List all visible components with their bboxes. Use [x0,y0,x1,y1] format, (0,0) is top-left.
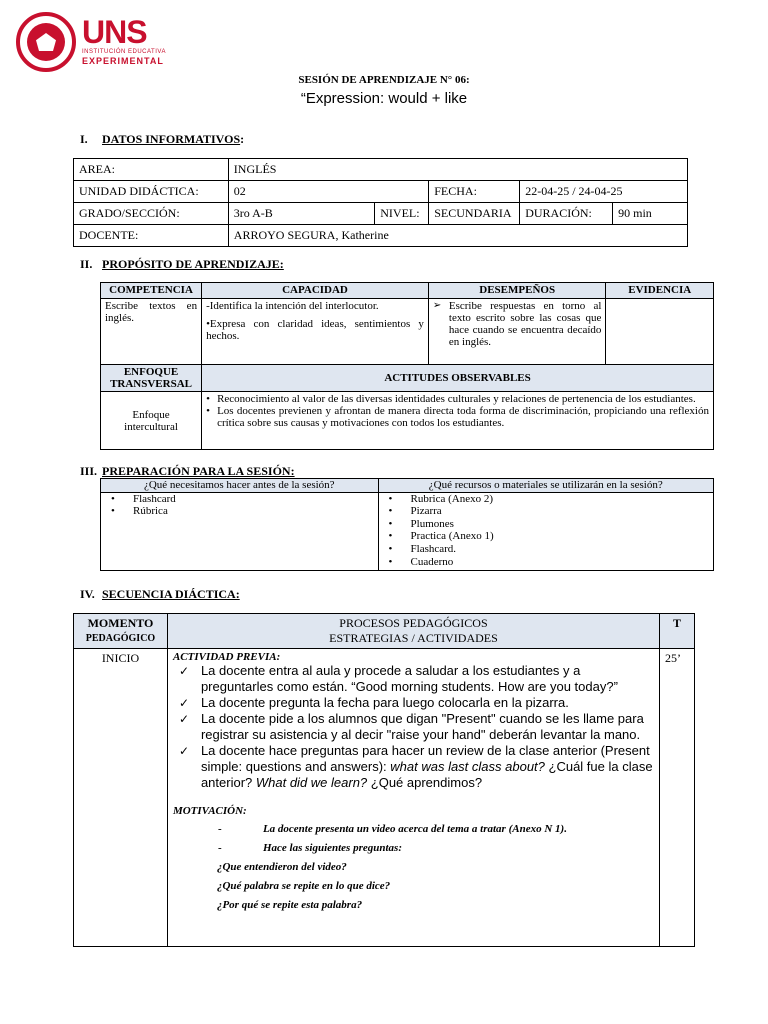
table-row [74,203,688,225]
section-secuencia: IV. SECUENCIA DIÁCTICA: [80,587,240,601]
table-row [101,479,714,493]
enfoque-cell: Enfoque intercultural [101,392,202,450]
list-item: ✓ La docente pide a los alumnos que digan "Present" cuando se les llame para registrar su asistencia y al decir "raise your hand" deberán levantar la mano. [173,711,654,743]
table-row [101,299,714,365]
logo-name: UNS [82,14,147,50]
list-item: - La docente presenta un video acerca del tema a tratar (Anexo N 1). [173,820,654,839]
capacidad-cell [202,299,429,365]
list-item: ✓ La docente hace preguntas para hacer un review de la clase anterior (Present simple: questions and answers): what was last class about? ¿Cuál fue la clase anterior? What did we learn? ¿Qué aprendimos? [173,743,654,791]
table-row [101,492,714,570]
prep-col2-header: ¿Qué recursos o materiales se utilizarán en la sesión? [378,479,713,493]
desempeno-cell [428,299,606,365]
area-value: INGLÉS [228,159,687,181]
list-item: • Rúbrica [105,505,374,518]
university-seal-icon [16,12,76,72]
uns-logo [16,12,176,72]
activities-cell [167,649,659,947]
desempenos-header: DESEMPEÑOS [428,283,606,299]
actitudes-header: ACTITUDES OBSERVABLES [202,365,714,392]
fecha-label: FECHA: [429,181,520,203]
capacidad-header: CAPACIDAD [202,283,429,299]
nivel-label: NIVEL: [375,203,429,225]
table-row [74,225,688,247]
unidad-label: UNIDAD DIDÁCTICA: [74,181,229,203]
list-item: • Rubrica (Anexo 2) [383,493,709,506]
momento-cell: INICIO [74,649,168,947]
enfoque-header: ENFOQUE TRANSVERSAL [101,365,202,392]
list-item: • Flashcard. [383,543,709,556]
list-item: • Reconocimiento al valor de las diversas identidades culturales y relaciones de pertenencia de los estudiantes. [206,393,709,405]
table-row [74,181,688,203]
section-preparacion: III. PREPARACIÓN PARA LA SESIÓN: [80,464,295,478]
competencia-cell: Escribe textos en inglés. [101,299,202,365]
prep-col1-header: ¿Qué necesitamos hacer antes de la sesión? [101,479,379,493]
competencia-header: COMPETENCIA [101,283,202,299]
section-datos-informativos: I. DATOS INFORMATIVOS: [80,132,245,146]
list-item: • Practica (Anexo 1) [383,530,709,543]
evidencia-cell [606,299,714,365]
nivel-value: SECUNDARIA [429,203,520,225]
table-row [74,614,695,649]
question-3: ¿Por qué se repite esta palabra? [216,899,363,911]
unidad-value: 02 [228,181,428,203]
question-2: ¿Qué palabra se repite en lo que dice? [216,880,391,892]
info-table [73,158,688,247]
list-item: - Hace las siguientes preguntas: [173,839,654,858]
previa-title: ACTIVIDAD PREVIA: [172,651,281,663]
prep-col2-cell [378,492,713,570]
grado-label: GRADO/SECCIÓN: [74,203,229,225]
table-row [74,649,695,947]
procesos-header: PROCESOS PEDAGÓGICOS ESTRATEGIAS / ACTIVIDADES [167,614,659,649]
preparation-table [100,478,714,571]
prep-col1-cell [101,492,379,570]
table-row [101,283,714,299]
logo-experimental: EXPERIMENTAL [82,56,164,66]
docente-value: ARROYO SEGURA, Katherine [228,225,687,247]
table-row [74,159,688,181]
list-item: • Cuaderno [383,556,709,569]
evidencia-header: EVIDENCIA [606,283,714,299]
fecha-value: 22-04-25 / 24-04-25 [520,181,688,203]
list-item: ✓ La docente pregunta la fecha para luego colocarla en la pizarra. [173,695,654,711]
table-row [101,365,714,392]
time-header: T [660,614,695,649]
question-1: ¿Que entendieron del video? [216,861,347,873]
area-label: AREA: [74,159,229,181]
list-item: • Plumones [383,518,709,531]
capacidad-1: -Identifica la intención del interlocutor. [206,300,379,312]
docente-label: DOCENTE: [74,225,229,247]
actitudes-cell [202,392,714,450]
motivacion-title: MOTIVACIÓN: [172,805,247,817]
grado-value: 3ro A-B [228,203,374,225]
list-item: ✓ La docente entra al aula y procede a saludar a los estudiantes y a preguntarles como están. “Good morning students. How are you today?” [173,663,654,695]
capacidad-2: •Expresa con claridad ideas, sentimientos y hechos. [206,318,424,342]
sequence-table [73,613,695,947]
list-item: • Pizarra [383,505,709,518]
session-topic: “Expression: would + like [300,90,468,107]
duracion-value: 90 min [613,203,688,225]
duracion-label: DURACIÓN: [520,203,613,225]
list-item: • Flashcard [105,493,374,506]
logo-subtitle: INSTITUCIÓN EDUCATIVA [82,49,166,55]
list-item: • Los docentes previenen y afrontan de manera directa toda forma de discriminación, propiciando una reflexión crítica sobre sus causas y motivaciones con todos los estudiantes. [206,405,709,429]
section-proposito: II. PROPÓSITO DE APRENDIZAJE: [80,257,284,271]
session-title: SESIÓN DE APRENDIZAJE N° 06: [298,74,470,86]
purpose-table [100,282,714,450]
desempeno-item: ➢ Escribe respuestas en torno al texto escrito sobre las cosas que hace cuando se encuentra decaído en inglés. [433,300,602,348]
momento-header: MOMENTO PEDAGÓGICO [74,614,168,649]
time-cell: 25’ [660,649,695,947]
table-row [101,392,714,450]
